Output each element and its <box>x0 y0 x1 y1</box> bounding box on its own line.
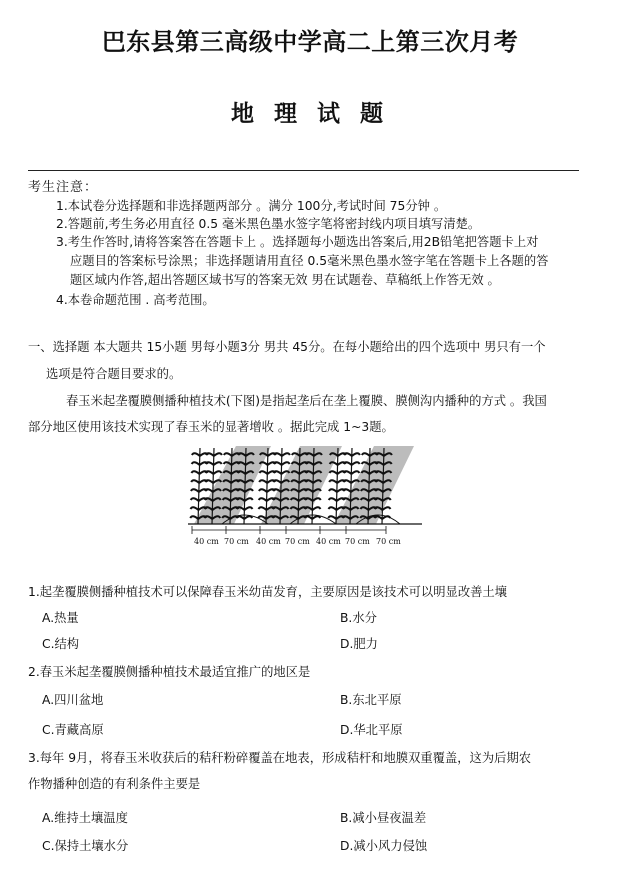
question-1-option-a[interactable]: A.热量 <box>42 611 79 625</box>
school-title: 巴东县第三高级中学高二上第三次月考 <box>101 28 519 56</box>
dimension-label: 70 cm <box>376 537 401 546</box>
question-2-option-c[interactable]: C.青藏高原 <box>42 723 104 737</box>
question-3-option-c[interactable]: C.保持土壤水分 <box>42 839 129 853</box>
notice-item-continued: 题区域内作答,超出答题区域书写的答案无效 男在试题卷、草稿纸上作答无效 。 <box>70 273 500 287</box>
dimension-label: 70 cm <box>345 537 370 546</box>
dimension-label: 70 cm <box>285 537 310 546</box>
question-3-option-b[interactable]: B.减小昼夜温差 <box>340 811 427 825</box>
notice-item: 2.答题前,考生务必用直径 0.5 毫米黑色墨水签字笔将密封线内项目填写清楚。 <box>56 217 481 231</box>
subject-title: 地 理 试 题 <box>230 101 390 127</box>
dimension-label: 40 cm <box>194 537 219 546</box>
question-1-option-b[interactable]: B.水分 <box>340 611 377 625</box>
notice-item: 1.本试卷分选择题和非选择题两部分 。满分 100分,考试时间 75分钟 。 <box>56 199 447 213</box>
section-heading: 一、选择题 本大题共 15小题 男每小题3分 男共 45分。在每小题给出的四个选项中 男只有一个 <box>28 340 546 354</box>
dimension-label: 40 cm <box>256 537 281 546</box>
dimension-label: 40 cm <box>316 537 341 546</box>
question-1-option-c[interactable]: C.结构 <box>42 637 80 651</box>
question-2-stem: 2.春玉米起垄覆膜侧播种植技术最适宜推广的地区是 <box>28 665 311 679</box>
question-1-option-d[interactable]: D.肥力 <box>340 637 378 651</box>
ridge-film-planting-diagram <box>186 440 430 550</box>
question-2-option-b[interactable]: B.东北平原 <box>340 693 402 707</box>
notice-item: 4.本卷命题范围 . 高考范围。 <box>56 293 215 307</box>
header-divider <box>28 170 579 171</box>
question-2-option-d[interactable]: D.华北平原 <box>340 723 403 737</box>
question-3-stem: 3.每年 9月，将春玉米收获后的秸秆粉碎覆盖在地表，形成秸杆和地膜双重覆盖，这为后期农 <box>28 751 532 765</box>
question-3-stem-continued: 作物播种创造的有利条件主要是 <box>28 777 201 791</box>
question-3-option-d[interactable]: D.减小风力侵蚀 <box>340 839 428 853</box>
material-intro: 春玉米起垄覆膜侧播种植技术(下图)是指起垄后在垄上覆膜、膜侧沟内播种的方式 。我国 <box>66 394 547 408</box>
notice-item: 3.考生作答时,请将答案答在答题卡上 。选择题每小题选出答案后,用2B铅笔把答题卡上对 <box>56 235 539 249</box>
question-1-stem: 1.起垄覆膜侧播种植技术可以保障春玉米幼苗发育，主要原因是该技术可以明显改善土壤 <box>28 585 508 599</box>
question-3-option-a[interactable]: A.维持土壤温度 <box>42 811 128 825</box>
material-intro-continued: 部分地区使用该技术实现了春玉米的显著增收 。据此完成 1~3题。 <box>28 420 394 434</box>
notice-item-continued: 应题目的答案标号涂黑；非选择题请用直径 0.5毫米黑色墨水签字笔在答题卡上各题的答 <box>70 254 549 268</box>
question-2-option-a[interactable]: A.四川盆地 <box>42 693 104 707</box>
notice-heading: 考生注意： <box>28 180 99 195</box>
section-heading-continued: 选项是符合题目要求的。 <box>46 367 182 381</box>
dimension-label: 70 cm <box>224 537 249 546</box>
